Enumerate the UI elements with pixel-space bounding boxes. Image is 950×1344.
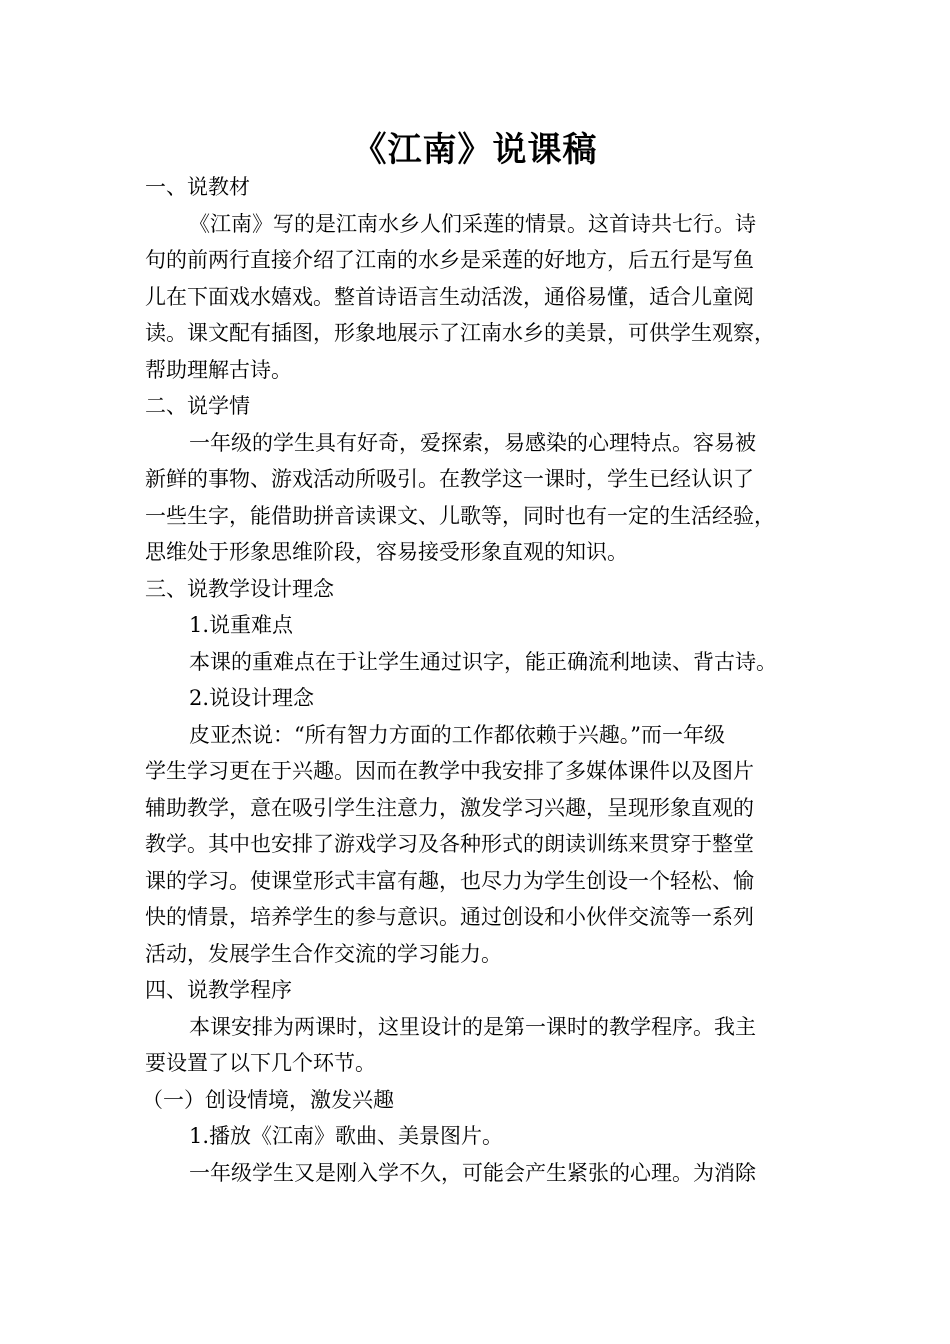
text-line: 学生学习更在于兴趣。因而在教学中我安排了多媒体课件以及图片 (145, 759, 754, 783)
text-line: （一）创设情境，激发兴趣 (142, 1087, 394, 1112)
text-line: 快的情景，培养学生的参与意识。通过创设和小伙伴交流等一系列 (145, 905, 754, 929)
text-line: 皮亚杰说：“所有智力方面的工作都依赖于兴趣。”而一年级 (189, 722, 725, 747)
text-line: 1.播放《江南》歌曲、美景图片。 (189, 1124, 504, 1148)
text-line: 二、说学情 (145, 394, 250, 418)
text-line: 2.说设计理念 (189, 686, 315, 710)
text-line: 句的前两行直接介绍了江南的水乡是采莲的好地方，后五行是写鱼 (145, 248, 754, 272)
text-line: 一年级的学生具有好奇，爱探索，易感染的心理特点。容易被 (189, 430, 756, 455)
text-line: 读。课文配有插图，形象地展示了江南水乡的美景，可供学生观察， (145, 321, 775, 345)
text-line: 四、说教学程序 (145, 978, 292, 1002)
text-line: 1.说重难点 (189, 613, 294, 637)
document-body (142, 169, 805, 1191)
text-line: 三、说教学设计理念 (145, 576, 334, 601)
text-line: 要设置了以下几个环节。 (145, 1051, 376, 1075)
document-title: 《江南》说课稿 (352, 130, 598, 170)
text-line: 一、说教材 (145, 175, 250, 199)
text-line: 辅助教学，意在吸引学生注意力，激发学习兴趣，呈现形象直观的 (145, 795, 754, 820)
text-line: 本课安排为两课时，这里设计的是第一课时的教学程序。我主 (189, 1014, 756, 1039)
text-line: 本课的重难点在于让学生通过识字，能正确流利地读、背古诗。 (189, 649, 777, 674)
text-line: 课的学习。使课堂形式丰富有趣，也尽力为学生创设一个轻松、愉 (145, 868, 754, 893)
text-line: 帮助理解古诗。 (145, 357, 292, 382)
text-line: 新鲜的事物、游戏活动所吸引。在教学这一课时，学生已经认识了 (145, 467, 754, 491)
text-line: 一些生字，能借助拼音读课文、儿歌等，同时也有一定的生活经验， (145, 503, 775, 528)
text-line: 活动，发展学生合作交流的学习能力。 (145, 941, 502, 966)
text-line: 《江南》写的是江南水乡人们采莲的情景。这首诗共七行。诗 (189, 211, 756, 236)
text-line: 儿在下面戏水嬉戏。整首诗语言生动活泼，通俗易懂，适合儿童阅 (145, 284, 754, 309)
text-line: 一年级学生又是刚入学不久，可能会产生紧张的心理。为消除 (189, 1160, 756, 1185)
text-line: 思维处于形象思维阶段，容易接受形象直观的知识。 (145, 540, 628, 564)
text-line: 教学。其中也安排了游戏学习及各种形式的朗读训练来贯穿于整堂 (145, 832, 754, 856)
